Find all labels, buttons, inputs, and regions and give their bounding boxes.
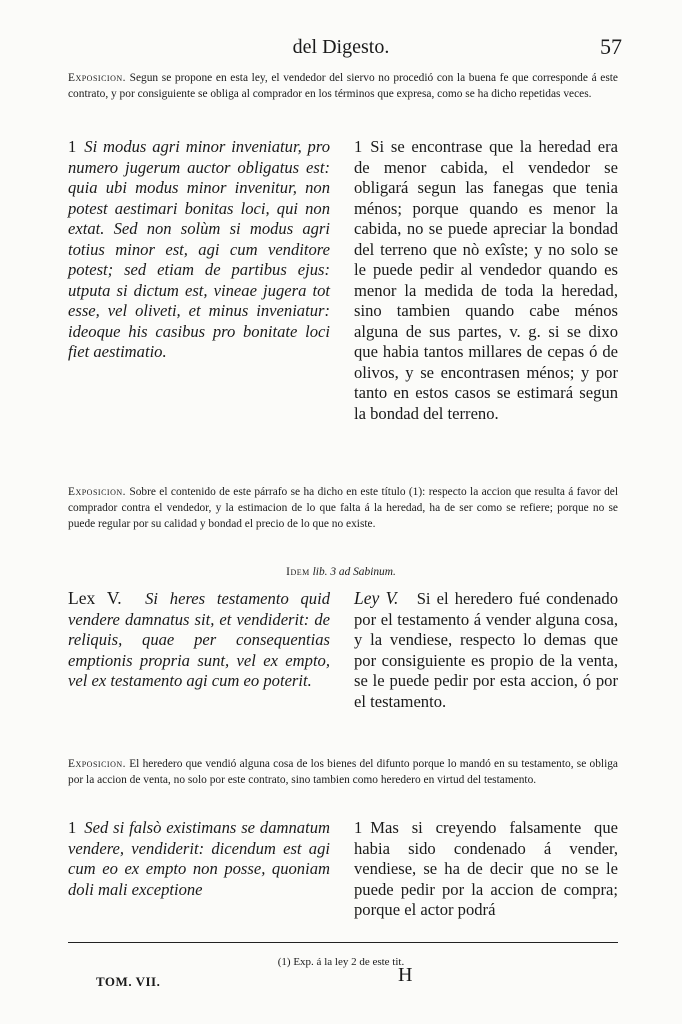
lex-5 <box>68 588 618 712</box>
spanish-column <box>354 137 618 424</box>
exposicion-text: Segun se propone en esta ley, el vendedor del siervo no procedió con la buena fe que corresponde á este contrato, y por consiguiente se obliga al comprador en los términos que expresa, como se ha dicho repetidas veces. <box>68 72 618 100</box>
section-1 <box>68 137 618 424</box>
exposicion-2 <box>68 484 618 532</box>
exposicion-label: Exposicion. <box>68 72 126 84</box>
exposicion-label: Exposicion. <box>68 486 126 498</box>
page-header <box>60 36 622 66</box>
footnote-rule <box>68 942 618 943</box>
footnote: (1) Exp. á la ley 2 de este tit. <box>277 956 405 968</box>
idem-ref: lib. 3 ad Sabinum. <box>312 566 396 578</box>
exposicion-1 <box>68 70 618 102</box>
spanish-text: Mas si creyendo falsamente que habia sido condenado á vender, vendiese, se ha de decir que no se le puede pedir por la accion de compra; porque el actor podrá <box>354 818 618 919</box>
running-title: del Digesto. <box>292 36 390 58</box>
latin-text: Sed si falsò existimans se damnatum vendere, vendiderit: dicendum est agi cum eo ex empto non posse, quoniam doli mali exceptione <box>68 818 330 899</box>
latin-column <box>68 137 330 424</box>
exposicion-3 <box>68 756 618 788</box>
spanish-column <box>354 818 618 921</box>
exposicion-label: Exposicion. <box>68 758 126 770</box>
latin-column <box>68 818 330 921</box>
paragraph-number: 1 <box>354 818 363 837</box>
paragraph-number: 1 <box>68 137 77 156</box>
lex-heading: Lex V. <box>68 588 122 608</box>
exposicion-text: El heredero que vendió alguna cosa de los bienes del difunto porque lo mandó en su testamento, se obliga por la accion de venta, no solo por este contrato, sino tambien como heredero en virtud del testamento. <box>68 758 618 786</box>
exposicion-text: Sobre el contenido de este párrafo se ha dicho en este título (1): respecto la accion que resulta á favor del comprador contra el vendedor, y la estimacion de lo que falta á la heredad, ha de ser como se refiere; porque no se puede regular por su calidad y bondad el precio de lo que no existe. <box>68 486 618 530</box>
signature-mark: H <box>398 964 413 986</box>
spanish-text: Si el heredero fué condenado por el testamento á vender alguna cosa, y la vendiese, respecto lo demas que por consiguiente es propio de la venta, se le puede pedir por esta accion, ó por el testamento. <box>354 589 619 711</box>
paragraph-number: 1 <box>354 137 363 156</box>
latin-text: Si modus agri minor inveniatur, pro numero jugerum auctor obligatus est: quia ubi modus minor invenitur, non potest aestimari bonitas loci, qui non extat. Sed non solùm si modus agri totius minor est, agi cum venditore potest; sed etiam de partibus ejus: utputa si dictum est, vineae jugera tot esse, vel oliveti, et minus inveniatur: ideoque his casibus pro bonitate loci fiet aestimatio. <box>68 137 330 361</box>
tome-label: TOM. VII. <box>96 974 161 989</box>
spanish-column <box>354 588 618 712</box>
latin-column <box>68 588 330 712</box>
page-number: 57 <box>600 34 622 59</box>
idem-label: Idem <box>286 566 310 578</box>
section-2 <box>68 818 618 921</box>
spanish-text: Si se encontrase que la heredad era de menor cabida, el vendedor se obligará segun las fanegas que tenia ménos; porque quando es menor la cabida, no se puede apreciar la bondad del terreno que nò exîste; y no solo se le puede pedir al vendedor quando es menor la medida de toda la heredad, sino tambien quando cabe ménos alguna de sus partes, v. g. si se dixo que habia tantos millares de cepas ó de olivos, y se encontrasen ménos; y por tanto en estos casos se estimará segun la bondad del terreno. <box>354 137 618 423</box>
paragraph-number: 1 <box>68 818 77 837</box>
ley-heading: Ley V. <box>354 588 399 608</box>
idem-reference <box>0 566 682 578</box>
latin-text: Si heres testamento quid vendere damnatus sit, et vendiderit: de reliquis, quae per consequentias emptionis propria sunt, vel ex empto, vel ex testamento agi cum eo poterit. <box>68 589 330 690</box>
